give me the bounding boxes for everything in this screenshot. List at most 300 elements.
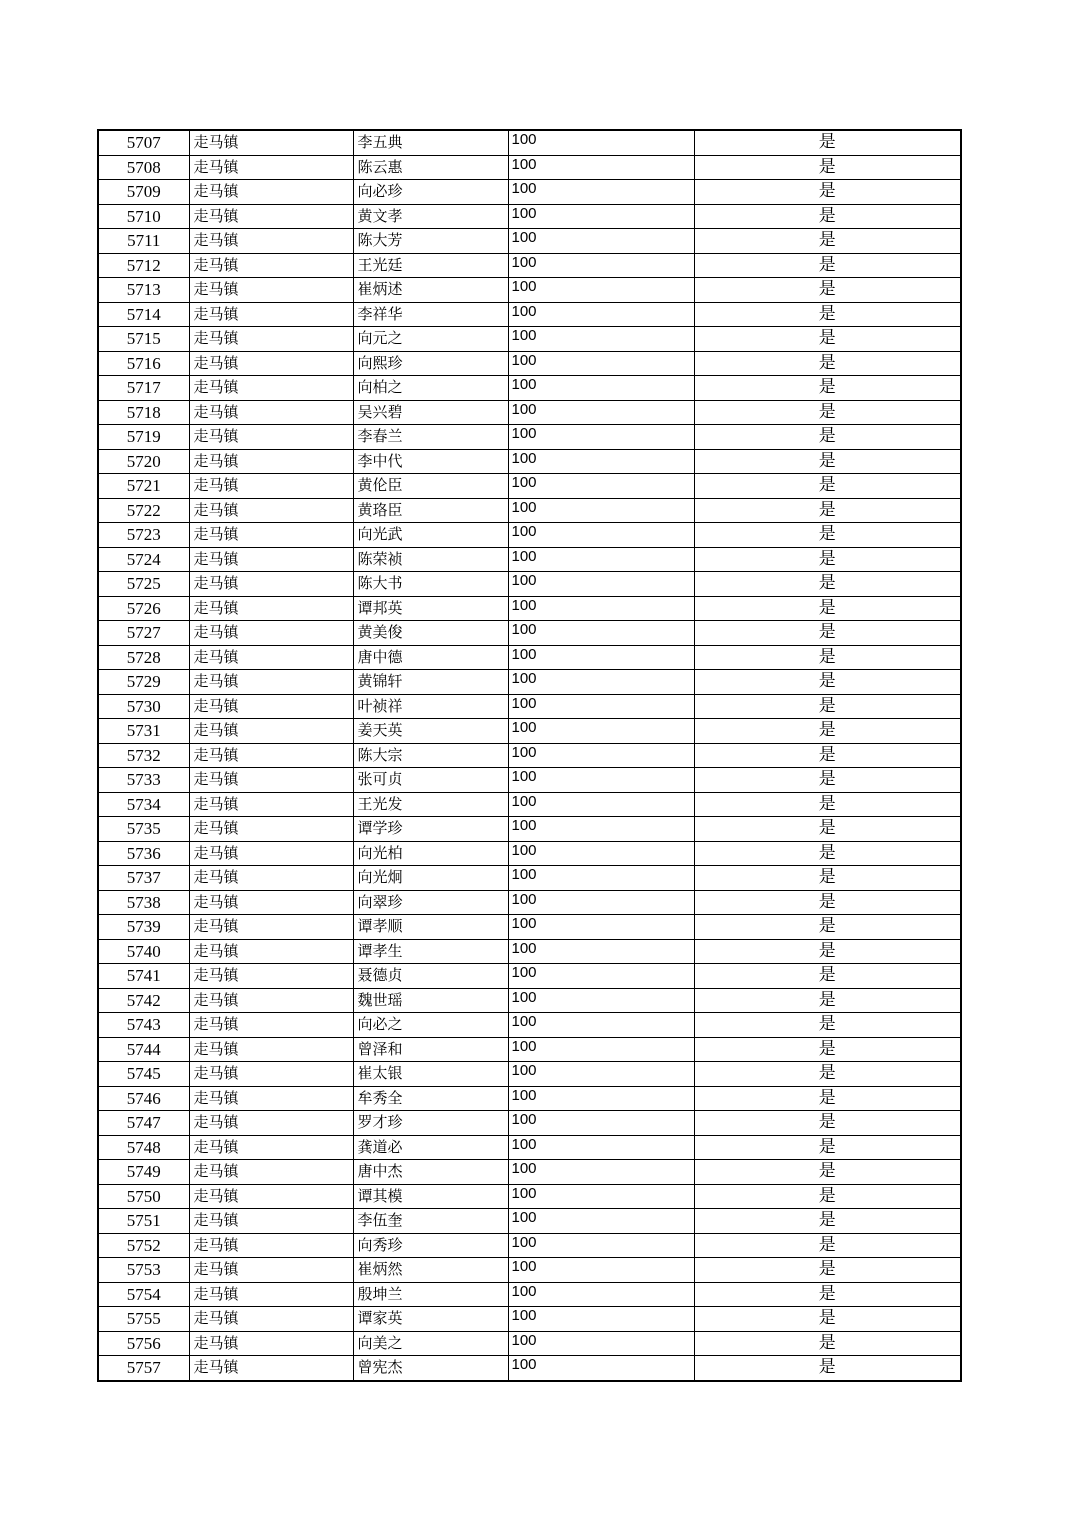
town-cell: 走马镇 <box>189 915 353 940</box>
flag-cell: 是 <box>694 498 961 523</box>
table-row <box>98 253 961 278</box>
row-number-cell: 5731 <box>98 719 189 744</box>
name-cell: 陈荣祯 <box>353 547 508 572</box>
town-cell: 走马镇 <box>189 1086 353 1111</box>
town-cell: 走马镇 <box>189 130 353 155</box>
town-cell: 走马镇 <box>189 1282 353 1307</box>
amount-cell: 100 <box>508 645 694 670</box>
table-row <box>98 278 961 303</box>
table-row <box>98 130 961 155</box>
amount-cell: 100 <box>508 1184 694 1209</box>
town-cell: 走马镇 <box>189 596 353 621</box>
table-row <box>98 596 961 621</box>
flag-cell: 是 <box>694 547 961 572</box>
name-cell: 向光柏 <box>353 841 508 866</box>
flag-cell: 是 <box>694 180 961 205</box>
table-row <box>98 572 961 597</box>
row-number-cell: 5757 <box>98 1356 189 1381</box>
flag-cell: 是 <box>694 449 961 474</box>
table-row <box>98 376 961 401</box>
amount-cell: 100 <box>508 621 694 646</box>
name-cell: 李五典 <box>353 130 508 155</box>
row-number-cell: 5732 <box>98 743 189 768</box>
name-cell: 向柏之 <box>353 376 508 401</box>
name-cell: 李伍奎 <box>353 1209 508 1234</box>
row-number-cell: 5755 <box>98 1307 189 1332</box>
name-cell: 向熙珍 <box>353 351 508 376</box>
table-row <box>98 964 961 989</box>
amount-cell: 100 <box>508 1111 694 1136</box>
name-cell: 牟秀全 <box>353 1086 508 1111</box>
table-row <box>98 400 961 425</box>
name-cell: 魏世瑶 <box>353 988 508 1013</box>
flag-cell: 是 <box>694 376 961 401</box>
row-number-cell: 5712 <box>98 253 189 278</box>
town-cell: 走马镇 <box>189 1307 353 1332</box>
flag-cell: 是 <box>694 302 961 327</box>
data-table <box>97 129 962 1382</box>
table-row <box>98 1062 961 1087</box>
amount-cell: 100 <box>508 1037 694 1062</box>
name-cell: 曾宪杰 <box>353 1356 508 1381</box>
table-row <box>98 1233 961 1258</box>
town-cell: 走马镇 <box>189 351 353 376</box>
row-number-cell: 5745 <box>98 1062 189 1087</box>
name-cell: 崔炳述 <box>353 278 508 303</box>
flag-cell: 是 <box>694 964 961 989</box>
name-cell: 叶祯祥 <box>353 694 508 719</box>
name-cell: 李中代 <box>353 449 508 474</box>
name-cell: 黄文孝 <box>353 204 508 229</box>
row-number-cell: 5736 <box>98 841 189 866</box>
row-number-cell: 5744 <box>98 1037 189 1062</box>
amount-cell: 100 <box>508 376 694 401</box>
table-row <box>98 1356 961 1381</box>
row-number-cell: 5725 <box>98 572 189 597</box>
row-number-cell: 5709 <box>98 180 189 205</box>
name-cell: 陈云惠 <box>353 155 508 180</box>
row-number-cell: 5733 <box>98 768 189 793</box>
name-cell: 王光发 <box>353 792 508 817</box>
town-cell: 走马镇 <box>189 302 353 327</box>
flag-cell: 是 <box>694 155 961 180</box>
table-body <box>98 130 961 1381</box>
flag-cell: 是 <box>694 866 961 891</box>
amount-cell: 100 <box>508 278 694 303</box>
table-row <box>98 229 961 254</box>
amount-cell: 100 <box>508 229 694 254</box>
flag-cell: 是 <box>694 670 961 695</box>
row-number-cell: 5740 <box>98 939 189 964</box>
amount-cell: 100 <box>508 351 694 376</box>
table-row <box>98 1135 961 1160</box>
table-row <box>98 498 961 523</box>
name-cell: 向必之 <box>353 1013 508 1038</box>
flag-cell: 是 <box>694 743 961 768</box>
town-cell: 走马镇 <box>189 1209 353 1234</box>
table-row <box>98 1307 961 1332</box>
name-cell: 向美之 <box>353 1331 508 1356</box>
town-cell: 走马镇 <box>189 572 353 597</box>
row-number-cell: 5746 <box>98 1086 189 1111</box>
table-row <box>98 1160 961 1185</box>
amount-cell: 100 <box>508 204 694 229</box>
flag-cell: 是 <box>694 694 961 719</box>
amount-cell: 100 <box>508 400 694 425</box>
amount-cell: 100 <box>508 1013 694 1038</box>
name-cell: 崔太银 <box>353 1062 508 1087</box>
row-number-cell: 5750 <box>98 1184 189 1209</box>
row-number-cell: 5708 <box>98 155 189 180</box>
table-row <box>98 621 961 646</box>
amount-cell: 100 <box>508 866 694 891</box>
row-number-cell: 5747 <box>98 1111 189 1136</box>
flag-cell: 是 <box>694 1086 961 1111</box>
amount-cell: 100 <box>508 988 694 1013</box>
row-number-cell: 5738 <box>98 890 189 915</box>
flag-cell: 是 <box>694 915 961 940</box>
name-cell: 陈大宗 <box>353 743 508 768</box>
amount-cell: 100 <box>508 817 694 842</box>
town-cell: 走马镇 <box>189 1013 353 1038</box>
table-row <box>98 890 961 915</box>
table-row <box>98 1013 961 1038</box>
row-number-cell: 5735 <box>98 817 189 842</box>
town-cell: 走马镇 <box>189 694 353 719</box>
amount-cell: 100 <box>508 130 694 155</box>
amount-cell: 100 <box>508 1307 694 1332</box>
name-cell: 王光廷 <box>353 253 508 278</box>
town-cell: 走马镇 <box>189 180 353 205</box>
table-row <box>98 1258 961 1283</box>
amount-cell: 100 <box>508 1331 694 1356</box>
row-number-cell: 5737 <box>98 866 189 891</box>
row-number-cell: 5707 <box>98 130 189 155</box>
town-cell: 走马镇 <box>189 1331 353 1356</box>
flag-cell: 是 <box>694 719 961 744</box>
flag-cell: 是 <box>694 768 961 793</box>
town-cell: 走马镇 <box>189 204 353 229</box>
amount-cell: 100 <box>508 1209 694 1234</box>
town-cell: 走马镇 <box>189 670 353 695</box>
amount-cell: 100 <box>508 939 694 964</box>
town-cell: 走马镇 <box>189 1037 353 1062</box>
row-number-cell: 5741 <box>98 964 189 989</box>
table-row <box>98 670 961 695</box>
flag-cell: 是 <box>694 817 961 842</box>
table-row <box>98 645 961 670</box>
name-cell: 黄锦轩 <box>353 670 508 695</box>
town-cell: 走马镇 <box>189 768 353 793</box>
amount-cell: 100 <box>508 547 694 572</box>
table-row <box>98 792 961 817</box>
town-cell: 走马镇 <box>189 1135 353 1160</box>
name-cell: 谭其模 <box>353 1184 508 1209</box>
amount-cell: 100 <box>508 1135 694 1160</box>
name-cell: 聂德贞 <box>353 964 508 989</box>
row-number-cell: 5752 <box>98 1233 189 1258</box>
name-cell: 向必珍 <box>353 180 508 205</box>
name-cell: 陈大芳 <box>353 229 508 254</box>
town-cell: 走马镇 <box>189 841 353 866</box>
flag-cell: 是 <box>694 229 961 254</box>
table-row <box>98 547 961 572</box>
table-row <box>98 327 961 352</box>
flag-cell: 是 <box>694 1331 961 1356</box>
amount-cell: 100 <box>508 1062 694 1087</box>
name-cell: 向光炯 <box>353 866 508 891</box>
row-number-cell: 5734 <box>98 792 189 817</box>
row-number-cell: 5754 <box>98 1282 189 1307</box>
amount-cell: 100 <box>508 1086 694 1111</box>
amount-cell: 100 <box>508 670 694 695</box>
amount-cell: 100 <box>508 572 694 597</box>
town-cell: 走马镇 <box>189 523 353 548</box>
table-row <box>98 694 961 719</box>
table-row <box>98 841 961 866</box>
flag-cell: 是 <box>694 1062 961 1087</box>
name-cell: 崔炳然 <box>353 1258 508 1283</box>
row-number-cell: 5729 <box>98 670 189 695</box>
name-cell: 向元之 <box>353 327 508 352</box>
name-cell: 曾泽和 <box>353 1037 508 1062</box>
flag-cell: 是 <box>694 351 961 376</box>
flag-cell: 是 <box>694 621 961 646</box>
row-number-cell: 5721 <box>98 474 189 499</box>
row-number-cell: 5730 <box>98 694 189 719</box>
table-row <box>98 1331 961 1356</box>
flag-cell: 是 <box>694 792 961 817</box>
town-cell: 走马镇 <box>189 1184 353 1209</box>
row-number-cell: 5743 <box>98 1013 189 1038</box>
flag-cell: 是 <box>694 939 961 964</box>
table-row <box>98 474 961 499</box>
amount-cell: 100 <box>508 1160 694 1185</box>
town-cell: 走马镇 <box>189 1233 353 1258</box>
flag-cell: 是 <box>694 890 961 915</box>
row-number-cell: 5726 <box>98 596 189 621</box>
town-cell: 走马镇 <box>189 474 353 499</box>
flag-cell: 是 <box>694 1307 961 1332</box>
row-number-cell: 5722 <box>98 498 189 523</box>
table-row <box>98 155 961 180</box>
row-number-cell: 5742 <box>98 988 189 1013</box>
name-cell: 黄珞臣 <box>353 498 508 523</box>
row-number-cell: 5713 <box>98 278 189 303</box>
town-cell: 走马镇 <box>189 1062 353 1087</box>
name-cell: 李春兰 <box>353 425 508 450</box>
flag-cell: 是 <box>694 1258 961 1283</box>
flag-cell: 是 <box>694 1037 961 1062</box>
name-cell: 谭学珍 <box>353 817 508 842</box>
town-cell: 走马镇 <box>189 498 353 523</box>
table-row <box>98 1282 961 1307</box>
name-cell: 陈大书 <box>353 572 508 597</box>
town-cell: 走马镇 <box>189 1111 353 1136</box>
flag-cell: 是 <box>694 425 961 450</box>
row-number-cell: 5717 <box>98 376 189 401</box>
town-cell: 走马镇 <box>189 547 353 572</box>
town-cell: 走马镇 <box>189 1356 353 1381</box>
name-cell: 吴兴碧 <box>353 400 508 425</box>
amount-cell: 100 <box>508 1233 694 1258</box>
name-cell: 唐中德 <box>353 645 508 670</box>
amount-cell: 100 <box>508 474 694 499</box>
row-number-cell: 5724 <box>98 547 189 572</box>
town-cell: 走马镇 <box>189 327 353 352</box>
table-row <box>98 719 961 744</box>
amount-cell: 100 <box>508 523 694 548</box>
town-cell: 走马镇 <box>189 1258 353 1283</box>
amount-cell: 100 <box>508 1356 694 1381</box>
name-cell: 黄伦臣 <box>353 474 508 499</box>
amount-cell: 100 <box>508 964 694 989</box>
town-cell: 走马镇 <box>189 939 353 964</box>
table-row <box>98 425 961 450</box>
table-row <box>98 1209 961 1234</box>
row-number-cell: 5714 <box>98 302 189 327</box>
flag-cell: 是 <box>694 523 961 548</box>
flag-cell: 是 <box>694 1282 961 1307</box>
town-cell: 走马镇 <box>189 621 353 646</box>
name-cell: 谭邦英 <box>353 596 508 621</box>
row-number-cell: 5716 <box>98 351 189 376</box>
town-cell: 走马镇 <box>189 817 353 842</box>
table-row <box>98 1086 961 1111</box>
amount-cell: 100 <box>508 768 694 793</box>
table-row <box>98 351 961 376</box>
row-number-cell: 5723 <box>98 523 189 548</box>
row-number-cell: 5749 <box>98 1160 189 1185</box>
table-row <box>98 180 961 205</box>
flag-cell: 是 <box>694 1209 961 1234</box>
town-cell: 走马镇 <box>189 155 353 180</box>
town-cell: 走马镇 <box>189 866 353 891</box>
name-cell: 李祥华 <box>353 302 508 327</box>
town-cell: 走马镇 <box>189 449 353 474</box>
table-row <box>98 743 961 768</box>
town-cell: 走马镇 <box>189 376 353 401</box>
flag-cell: 是 <box>694 474 961 499</box>
name-cell: 谭孝顺 <box>353 915 508 940</box>
amount-cell: 100 <box>508 792 694 817</box>
flag-cell: 是 <box>694 1013 961 1038</box>
town-cell: 走马镇 <box>189 278 353 303</box>
name-cell: 姜天英 <box>353 719 508 744</box>
flag-cell: 是 <box>694 1135 961 1160</box>
name-cell: 张可贞 <box>353 768 508 793</box>
amount-cell: 100 <box>508 498 694 523</box>
name-cell: 向翠珍 <box>353 890 508 915</box>
town-cell: 走马镇 <box>189 719 353 744</box>
town-cell: 走马镇 <box>189 425 353 450</box>
flag-cell: 是 <box>694 572 961 597</box>
amount-cell: 100 <box>508 694 694 719</box>
amount-cell: 100 <box>508 841 694 866</box>
town-cell: 走马镇 <box>189 890 353 915</box>
table-row <box>98 988 961 1013</box>
flag-cell: 是 <box>694 645 961 670</box>
flag-cell: 是 <box>694 841 961 866</box>
flag-cell: 是 <box>694 327 961 352</box>
town-cell: 走马镇 <box>189 645 353 670</box>
table-row <box>98 523 961 548</box>
town-cell: 走马镇 <box>189 229 353 254</box>
row-number-cell: 5718 <box>98 400 189 425</box>
flag-cell: 是 <box>694 988 961 1013</box>
flag-cell: 是 <box>694 1233 961 1258</box>
row-number-cell: 5719 <box>98 425 189 450</box>
table-row <box>98 204 961 229</box>
amount-cell: 100 <box>508 253 694 278</box>
table-row <box>98 1111 961 1136</box>
table-row <box>98 302 961 327</box>
amount-cell: 100 <box>508 302 694 327</box>
row-number-cell: 5720 <box>98 449 189 474</box>
name-cell: 向秀珍 <box>353 1233 508 1258</box>
amount-cell: 100 <box>508 327 694 352</box>
row-number-cell: 5715 <box>98 327 189 352</box>
flag-cell: 是 <box>694 204 961 229</box>
table-row <box>98 768 961 793</box>
table-row <box>98 939 961 964</box>
name-cell: 黄美俊 <box>353 621 508 646</box>
name-cell: 谭孝生 <box>353 939 508 964</box>
flag-cell: 是 <box>694 1160 961 1185</box>
amount-cell: 100 <box>508 449 694 474</box>
flag-cell: 是 <box>694 278 961 303</box>
flag-cell: 是 <box>694 253 961 278</box>
name-cell: 向光武 <box>353 523 508 548</box>
row-number-cell: 5753 <box>98 1258 189 1283</box>
flag-cell: 是 <box>694 596 961 621</box>
row-number-cell: 5728 <box>98 645 189 670</box>
name-cell: 龚道必 <box>353 1135 508 1160</box>
town-cell: 走马镇 <box>189 400 353 425</box>
flag-cell: 是 <box>694 1111 961 1136</box>
town-cell: 走马镇 <box>189 743 353 768</box>
amount-cell: 100 <box>508 743 694 768</box>
name-cell: 殷坤兰 <box>353 1282 508 1307</box>
flag-cell: 是 <box>694 400 961 425</box>
town-cell: 走马镇 <box>189 1160 353 1185</box>
amount-cell: 100 <box>508 180 694 205</box>
table-row <box>98 866 961 891</box>
name-cell: 谭家英 <box>353 1307 508 1332</box>
flag-cell: 是 <box>694 130 961 155</box>
row-number-cell: 5711 <box>98 229 189 254</box>
amount-cell: 100 <box>508 915 694 940</box>
town-cell: 走马镇 <box>189 988 353 1013</box>
amount-cell: 100 <box>508 425 694 450</box>
row-number-cell: 5748 <box>98 1135 189 1160</box>
table-row <box>98 1037 961 1062</box>
row-number-cell: 5710 <box>98 204 189 229</box>
flag-cell: 是 <box>694 1184 961 1209</box>
name-cell: 罗才珍 <box>353 1111 508 1136</box>
town-cell: 走马镇 <box>189 792 353 817</box>
flag-cell: 是 <box>694 1356 961 1381</box>
row-number-cell: 5751 <box>98 1209 189 1234</box>
amount-cell: 100 <box>508 719 694 744</box>
row-number-cell: 5727 <box>98 621 189 646</box>
amount-cell: 100 <box>508 596 694 621</box>
row-number-cell: 5739 <box>98 915 189 940</box>
table-row <box>98 817 961 842</box>
amount-cell: 100 <box>508 1258 694 1283</box>
town-cell: 走马镇 <box>189 253 353 278</box>
table-row <box>98 1184 961 1209</box>
